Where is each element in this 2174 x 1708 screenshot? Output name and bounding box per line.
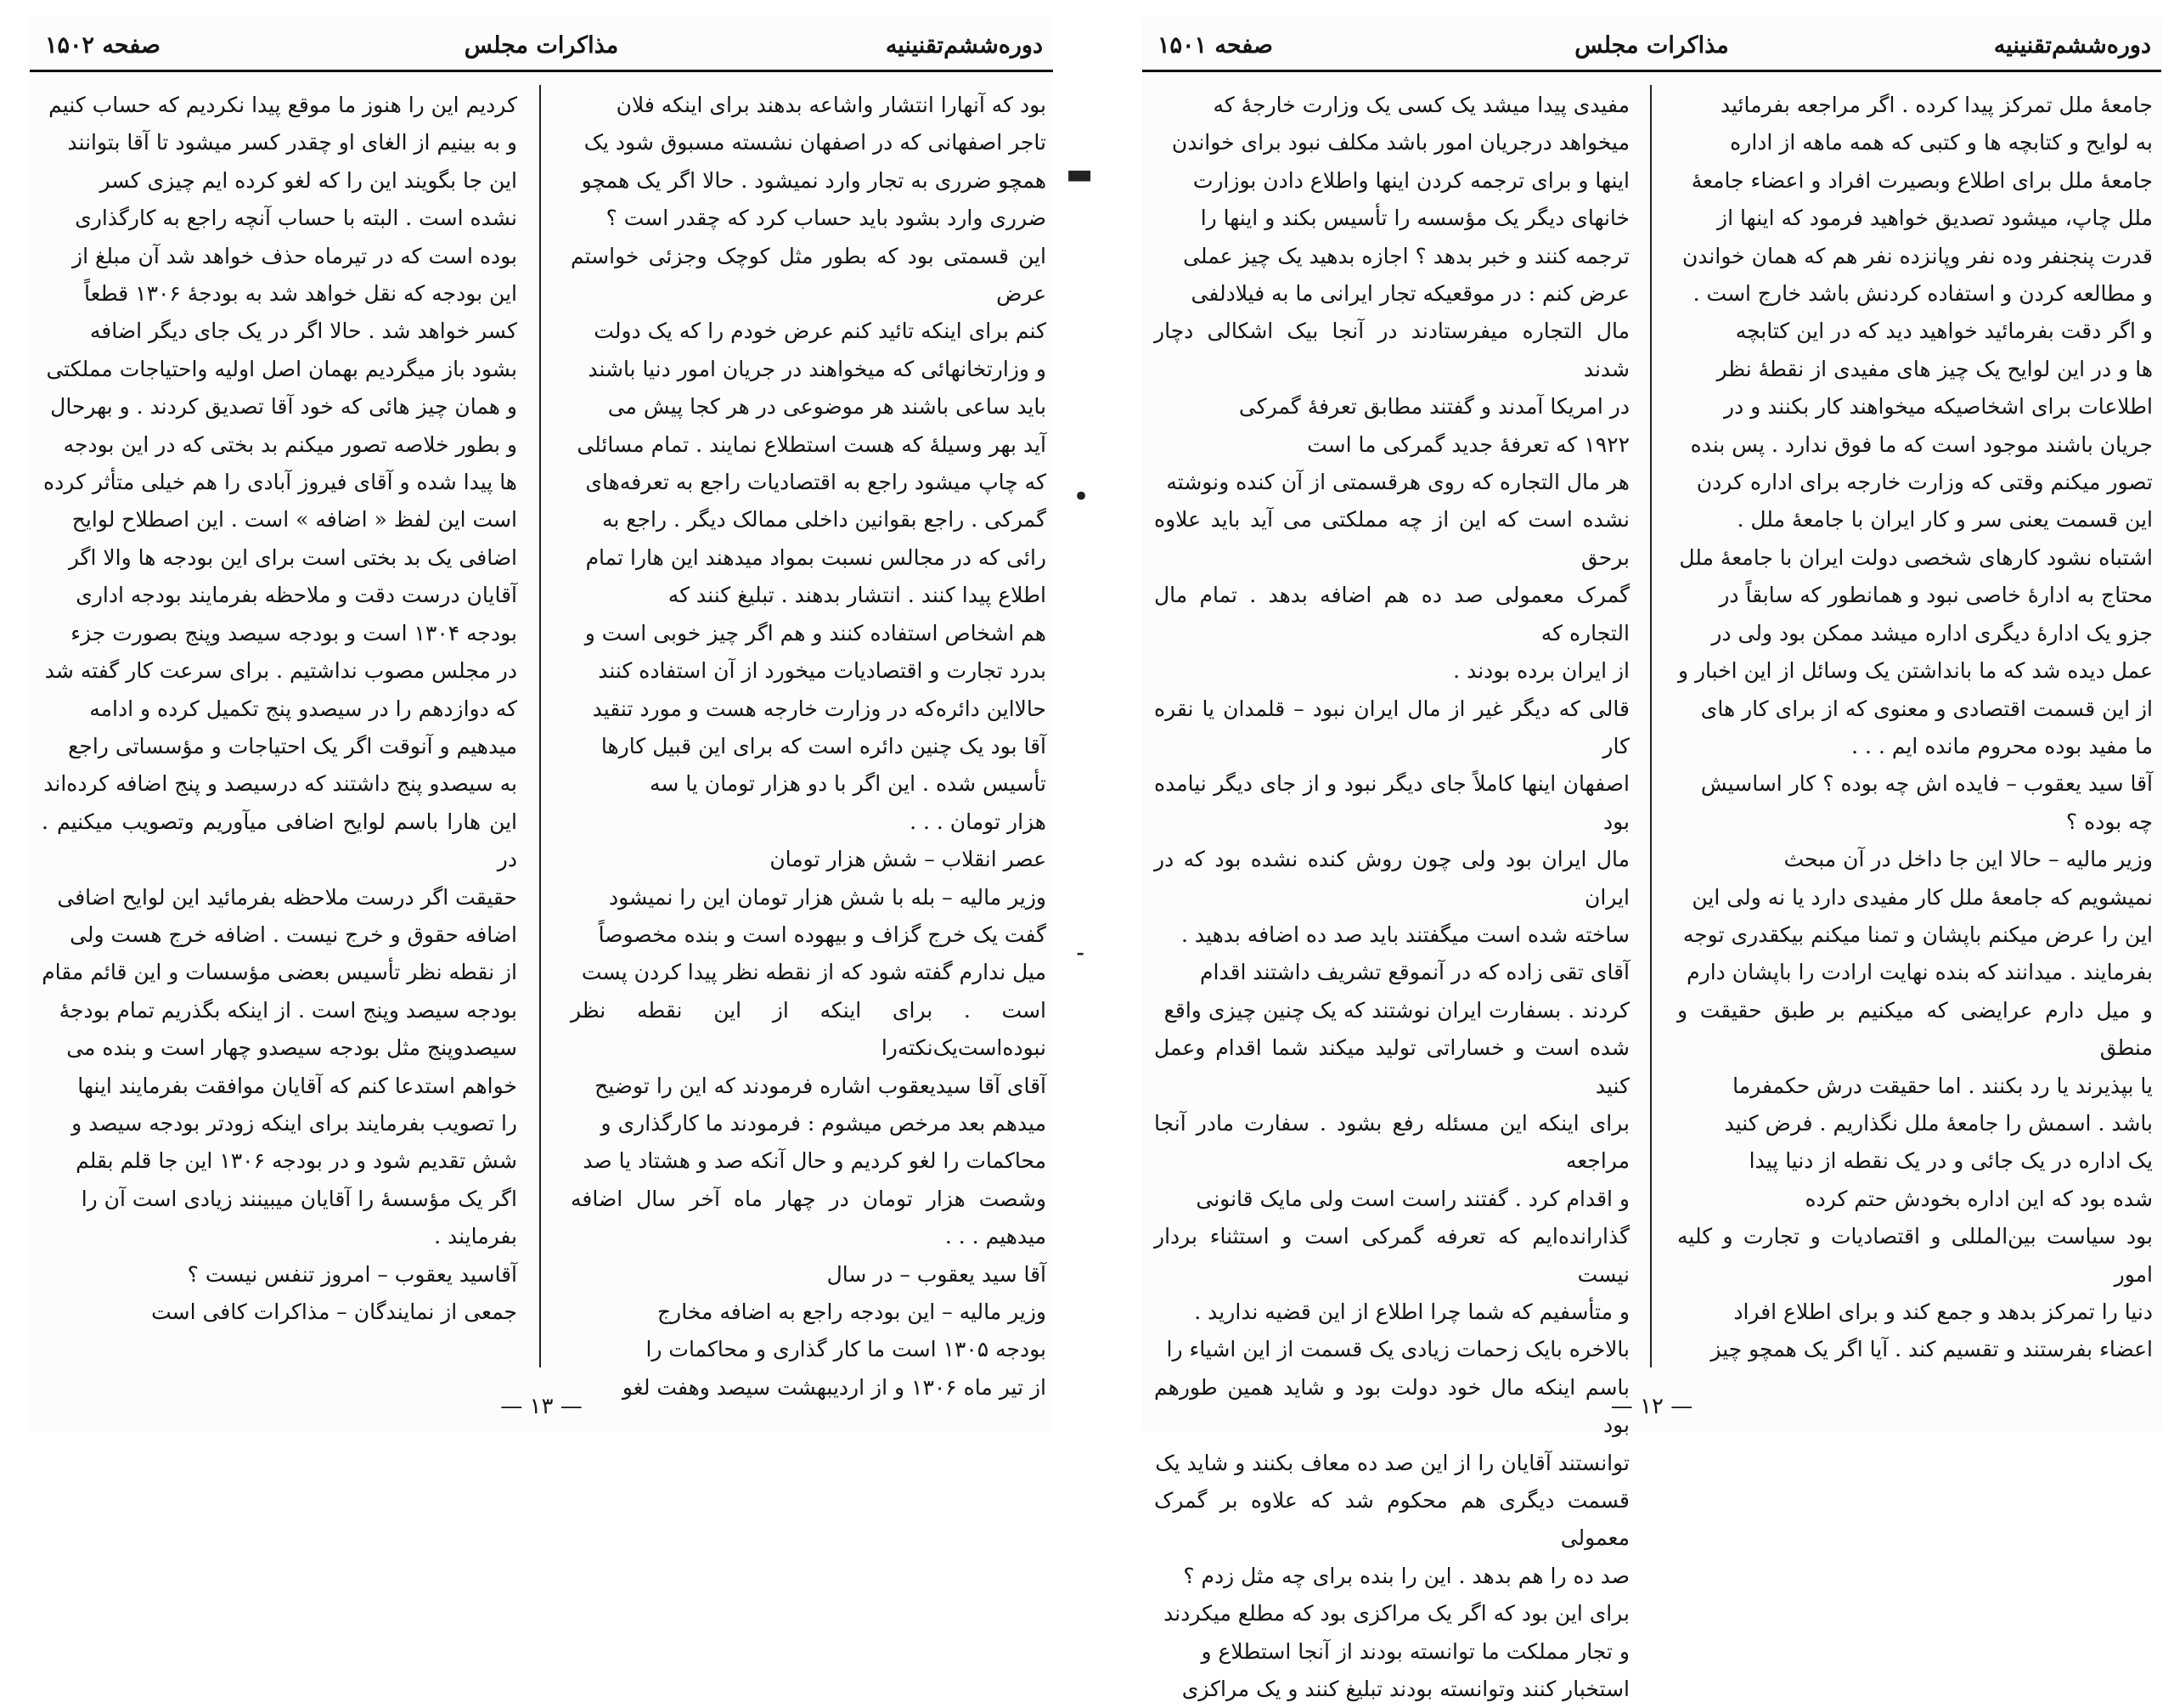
text-line: محاکمات را لغو کردیم و حال آنکه صد و هشتاد یا صد — [583, 1148, 1046, 1174]
text-line: کردیم این را هنوز ما موقع پیدا نکردیم که حساب کنیم — [48, 93, 517, 117]
text-line: آقای تقی زاده که در آنموقع تشریف داشتند اقدام — [1200, 960, 1630, 985]
text-line: وزیر مالیه – این بودجه راجع به اضافه مخارج — [657, 1299, 1046, 1324]
text-line: عصر انقلاب – شش هزار تومان — [769, 847, 1046, 872]
text-column-right — [1677, 87, 2153, 1361]
page-number-label: صفحه ۱۵۰۱ — [1157, 32, 1273, 59]
text-line: جامعهٔ ملل برای اطلاع وبصیرت افراد و اعضاء جامعهٔ — [1691, 167, 2153, 193]
text-line: نشده است . البته با حساب آنچه راجع به کارگذاری — [75, 206, 517, 231]
page-title: مذاکرات مجلس — [464, 32, 619, 59]
text-line: وزیر مالیه – حالا این جا داخل در آن مبحث — [1783, 847, 2153, 872]
text-line: ها و در این لوایح یک چیز های مفیدی از نقطهٔ نظر — [1716, 356, 2153, 381]
text-line: وشصت هزار تومان در چهار ماه آخر سال اضافه میدهیم . . . — [571, 1186, 1046, 1249]
text-line: قدرت پنجنفر وده نفر وپانزده نفر هم که همان خواندن — [1681, 243, 2153, 268]
text-line: هزار تومان . . . — [910, 809, 1046, 834]
text-line: بود سیاست بین‌المللی و اقتصادیات و تجارت و کلیه امور — [1677, 1224, 2153, 1287]
text-line: آید بهر وسیلهٔ که هست استطلاع نمایند . تمام مسائلی — [577, 431, 1046, 457]
text-line: باید ساعی باشند هر موضوعی در هر کجا پیش می — [607, 394, 1046, 420]
text-line: که چاپ میشود راجع به اقتصادیات راجع به تعرفه‌های — [585, 470, 1046, 495]
text-line: بودجه سیصد وپنج است . از اینکه بگذریم تمام بودجهٔ — [59, 997, 517, 1023]
text-line: اضافی یک بد بختی است برای این بودجه ها والا اگر — [68, 544, 517, 570]
text-line: و وزارتخانهائی که میخواهند در جریان امور دنیا باشند — [588, 356, 1046, 381]
text-line: میدهم بعد مرخص میشوم : فرمودند ما کارگذاری و — [600, 1110, 1046, 1136]
text-line: این هارا باسم لوایح اضافی میآوریم وتصویب میکنیم . در — [42, 809, 517, 872]
text-line: نمیشویم که جامعهٔ ملل کار مفیدی دارد یا نه ولی این — [1692, 884, 2153, 910]
text-line: بودجه ۱۳۰۴ است و بودجه سیصد وپنج بصورت جزء — [70, 620, 517, 645]
text-line: رائی که در مجالس نسبت بمواد میدهند این هارا تمام — [585, 544, 1046, 570]
header-rule — [1142, 70, 2161, 72]
text-line: اعضاء بفرستند و تقسیم کند . آیا اگر یک همچو چیز — [1710, 1337, 2153, 1362]
text-line: و بطور خلاصه تصور میکنم بد بختی که در این بودجه — [63, 431, 517, 457]
text-line: اگر یک مؤسسهٔ را آقایان میبینند زیادی است آن را — [81, 1186, 517, 1211]
column-divider — [539, 85, 541, 1367]
page-footer-number: — ۱۳ — — [500, 1394, 583, 1419]
text-line: خواهم استدعا کنم که آقایان موافقت بفرمایند اینها — [77, 1073, 517, 1098]
text-line: کسر خواهد شد . حالا اگر در یک جای دیگر اضافه — [89, 318, 517, 344]
text-line: محتاج به ادارهٔ خاصی نبود و همانطور که سابقاً در — [1719, 583, 2153, 608]
text-line: باسم اینکه مال خود دولت بود و شاید همین طورهم بود — [1154, 1374, 1630, 1438]
text-line: گمرکی . راجع بقوانین داخلی ممالک دیگر . راجع به — [601, 507, 1046, 533]
text-line: شده است و خساراتی تولید میکند شما اقدام وعمل کنید — [1154, 1035, 1630, 1098]
text-line: بدرد تجارت و اقتصادیات میخورد از آن استفاده کنند — [598, 658, 1046, 684]
text-line: بودجه ۱۳۰۵ است ما کار گذاری و محاکمات را — [645, 1337, 1046, 1362]
text-line: است . برای اینکه از این نقطه نظر نبوده‌است‌یک‌نکته‌را — [571, 997, 1046, 1061]
text-line: حقیقت اگر درست ملاحظه بفرمائید این لوایح اضافی — [57, 884, 517, 910]
text-line: همچو ضرری به تجار وارد نمیشود . حالا اگر یک همچو — [581, 167, 1046, 193]
text-line: بود که آنهارا انتشار واشاعه بدهند برای اینکه فلان — [616, 93, 1046, 117]
text-line: گفت یک خرج گزاف و بیهوده است و بنده مخصوصاً — [598, 922, 1046, 947]
text-line: توانستند آقایان را از این صد ده معاف بکنند و شاید یک — [1155, 1450, 1630, 1475]
page-footer-number: — ۱۲ — — [1610, 1394, 1693, 1419]
text-line: از نقطه نظر تأسیس بعضی مؤسسات و این قائم مقام — [42, 960, 517, 985]
page-title: مذاکرات مجلس — [1574, 32, 1729, 59]
text-line: جمعی از نمایندگان – مذاکرات کافی است — [151, 1299, 517, 1324]
text-line: یک اداره در یک جائی و در یک نقطه از دنیا پیدا — [1749, 1148, 2153, 1174]
text-line: اشتباه نشود کارهای شخصی دولت ایران با جامعهٔ ملل — [1679, 544, 2153, 570]
text-line: عمل دیده شد که ما بانداشتن یک وسائل از این اخبار و — [1677, 658, 2153, 684]
page-number-label: صفحه ۱۵۰۲ — [45, 32, 161, 59]
text-line: آقای آقا سیدیعقوب اشاره فرمودند که این را توضیح — [594, 1073, 1046, 1098]
text-line: آقاسید یعقوب – امروز تنفس نیست ؟ — [187, 1261, 517, 1287]
text-line: بشود باز میگردیم بهمان اصل اولیه واحتیاجات مملکتی — [46, 356, 517, 381]
text-line: اینها و برای ترجمه کردن اینها واطلاع دادن بوزارت — [1192, 167, 1630, 193]
left-page — [30, 17, 1053, 1431]
text-line: کردند . بسفارت ایران نوشتند که یک چنین چیزی واقع — [1163, 997, 1630, 1023]
text-line: این جا بگویند این را که لغو کرده ایم چیزی کسر — [99, 167, 517, 193]
text-line: آقا بود یک چنین دائره است که برای این قبیل کارها — [600, 733, 1046, 758]
text-line: ساخته شده است میگفتند باید صد ده اضافه بدهید . — [1181, 922, 1630, 947]
text-line: و میل دارم عرایضی که میکنیم بر طبق حقیقت و منطق — [1677, 997, 2153, 1061]
text-line: اصفهان اینها کاملاً جای دیگر نبود و از جای دیگر نیامده بود — [1154, 771, 1630, 834]
binding-mark-icon: • — [1073, 480, 1090, 514]
right-page — [1142, 17, 2161, 1702]
text-line: بفرمایند . — [434, 1224, 517, 1249]
text-line: و متأسفیم که شما چرا اطلاع از این قضیه ندارید . — [1194, 1299, 1630, 1324]
text-line: اضافه حقوق و خرج نیست . اضافه خرج هست ولی — [70, 922, 517, 947]
text-line: ترجمه کنند و خبر بدهد ؟ اجازه بدهید یک چیز عملی — [1183, 243, 1630, 268]
text-line: تاجر اصفهانی که در اصفهان نشسته مسبوق شود یک — [583, 130, 1046, 155]
text-line: حالااین دائره‌که در وزارت خارجه هست و مورد تنقید — [592, 696, 1046, 721]
text-line: استخبار کنند وتوانسته بودند تبلیغ کنند و یک مراکزی — [1181, 1677, 1630, 1702]
page-header — [30, 29, 1053, 66]
text-line: مال التجاره میفرستادند در آنجا بیک اشکالی دچار شدند — [1154, 318, 1630, 381]
text-line: این قسمت یعنی سر و کار ایران با جامعهٔ ملل . — [1737, 507, 2153, 533]
text-line: قسمت دیگری هم محکوم شد که علاوه بر گمرک معمولی — [1154, 1488, 1630, 1551]
text-line: اطلاع پیدا کنند . انتشار بدهند . تبلیغ کنند که — [667, 583, 1046, 608]
text-line: آقا سید یعقوب – فایده اش چه بوده ؟ کار اساسیش — [1700, 771, 2153, 797]
text-line: هر مال التجاره که روی هرقسمتی از آن کنده ونوشته — [1166, 470, 1630, 495]
text-line: به سیصدو پنج داشتند که درسیصد و پنج اضافه کرده‌اند — [43, 771, 517, 797]
text-line: وزیر مالیه – بله با شش هزار تومان این را نمیشود — [609, 884, 1046, 910]
text-line: و تجار مملکت ما توانسته بودند از آنجا استطلاع و — [1201, 1638, 1630, 1664]
text-line: آقا سید یعقوب – در سال — [826, 1261, 1046, 1287]
text-line: برای اینکه این مسئله رفع بشود . سفارت مادر آنجا مراجعه — [1154, 1110, 1630, 1174]
text-line: یا بپذیرند یا رد بکنند . اما حقیقت درش حکمفرما — [1732, 1073, 2153, 1098]
text-line: میدهیم و آنوقت اگر یک احتیاجات و مؤسساتی راجع — [68, 733, 517, 758]
text-line: جزو یک ادارهٔ دیگری اداره میشد ممکن بود ولی در — [1711, 620, 2153, 645]
text-line: تصور میکنم وقتی که وزارت خارجه برای اداره کردن — [1696, 470, 2153, 495]
text-column-left — [42, 87, 517, 1361]
text-line: را تصویب بفرمایند برای اینکه زودتر بودجه سیصد و — [71, 1110, 517, 1136]
text-line: آقایان درست دقت و ملاحظه بفرمایند بودجه اداری — [76, 583, 517, 608]
text-column-left — [1154, 87, 1630, 1702]
text-line: و همان چیز هائی که خود آقا تصدیق کردند . و بهرحال — [50, 394, 517, 420]
text-line: شده بود که این اداره بخودش حتم کرده — [1805, 1186, 2153, 1211]
text-line: دنیا را تمرکز بدهد و جمع کند و برای اطلاع افراد — [1733, 1299, 2153, 1324]
text-line: و اقدام کرد . گفتند راست است ولی مایک قانونی — [1196, 1186, 1630, 1211]
text-line: است این لفظ « اضافه » است . این اصطلاح لوایح — [71, 507, 517, 533]
text-line: بفرمایند . میدانند که بنده نهایت ارادت را باپشان دارم — [1687, 960, 2153, 985]
text-line: صد ده را هم بدهد . این را بنده برای چه مثل زدم ؟ — [1183, 1563, 1630, 1588]
text-line: خانهای دیگر یک مؤسسه را تأسیس بکند و اینها را — [1200, 206, 1630, 231]
text-line: و اگر دقت بفرمائید خواهید دید که در این کتابچه — [1735, 318, 2153, 344]
page-header — [1142, 29, 2161, 66]
text-line: مفیدی پیدا میشد یک کسی یک وزارت خارجهٔ که — [1213, 93, 1630, 117]
text-line: و مطالعه کردن و استفاده کردنش باشد خارج است . — [1692, 281, 2153, 307]
text-line: ۱۹۲۲ که تعرفهٔ جدید گمرکی ما است — [1307, 431, 1630, 457]
text-line: هم اشخاص استفاده کنند و هم اگر چیز خوبی است و — [584, 620, 1046, 645]
text-line: مال ایران بود ولی چون روش کنده نشده بود که در ایران — [1154, 847, 1630, 910]
text-line: میخواهد درجریان امور باشد مکلف نبود برای خواندن — [1171, 130, 1630, 155]
session-label: دوره‌ششم‌تقنینیه — [1993, 32, 2151, 59]
text-line: برای این بود که اگر یک مراکزی بود که مطلع میکردند — [1163, 1601, 1630, 1626]
text-line: میل ندارم گفته شود که از نقطه نظر پیدا کردن پست — [581, 960, 1046, 985]
text-line: گذارانده‌ایم که تعرفه گمرکی است و استثناء بردار نیست — [1154, 1224, 1630, 1287]
text-line: باشد . اسمش را جامعهٔ ملل نگذاریم . فرض کنید — [1724, 1110, 2153, 1136]
text-line: تأسیس شده . این اگر با دو هزار تومان یا سه — [649, 771, 1046, 797]
text-line: نشده است که این از چه مملکتی می آید باید علاوه برحق — [1154, 507, 1630, 570]
text-line: از ایران برده بودند . — [1453, 658, 1630, 684]
text-line: از این قسمت اقتصادی و معنوی که از برای کار های — [1700, 696, 2153, 721]
text-line: عرض کنم : در موقعیکه تجار ایرانی ما به فیلادلفی — [1191, 281, 1630, 307]
binding-mark-icon: ▬ — [1066, 157, 1094, 191]
text-line: جریان باشند موجود است که ما فوق ندارد . پس بنده — [1690, 431, 2153, 457]
text-line: جامعهٔ ملل تمرکز پیدا کرده . اگر مراجعه بفرمائید — [1720, 93, 2153, 117]
text-line: این بودجه که نقل خواهد شد به بودجهٔ ۱۳۰۶ قطعاً — [84, 281, 517, 307]
text-line: بالاخره بایک زحمات زیادی یک قسمت از این اشیاء را — [1166, 1337, 1630, 1362]
text-line: ها پیدا شده و آقای فیروز آبادی را هم خیلی متأثر کرده — [43, 470, 517, 495]
text-line: کنم برای اینکه تائید کنم عرض خودم را که یک دولت — [594, 318, 1046, 344]
text-line: از تیر ماه ۱۳۰۶ و از اردیبهشت سیصد وهفت لغو — [622, 1374, 1046, 1400]
text-line: گمرک معمولی صد ده هم اضافه بدهد . تمام مال التجاره که — [1154, 583, 1630, 645]
text-line: و به بینیم از الغای او چقدر کسر میشود تا آقا بتوانند — [67, 130, 517, 155]
binding-mark-icon: ⁃ — [1075, 943, 1085, 967]
text-column-right — [571, 87, 1046, 1400]
text-line: ما مفید بوده محروم مانده ایم . . . — [1851, 733, 2153, 758]
text-line: قالی که دیگر غیر از مال ایران نبود – قلمدان یا نقره کار — [1154, 696, 1630, 758]
text-line: بوده است که در تیرماه حذف خواهد شد آن مبلغ از — [72, 243, 517, 268]
text-line: اطلاعات برای اشخاصیکه میخواهند کار بکنند و در — [1724, 394, 2153, 420]
text-line: در امریکا آمدند و گفتند مطابق تعرفهٔ گمرکی — [1238, 394, 1630, 420]
text-line: این را عرض میکنم باپشان و تمنا میکنم بیکقدری توجه — [1682, 922, 2153, 947]
text-line: در مجلس مصوب نداشتیم . برای سرعت کار گفته شد — [44, 658, 517, 684]
text-line: شش تقدیم شود و در بودجه ۱۳۰۶ این جا قلم بقلم — [76, 1148, 517, 1174]
column-divider — [1650, 85, 1652, 1367]
text-line: این قسمتی بود که بطور مثل کوچک وجزئی خواستم عرض — [571, 243, 1046, 307]
text-line: ضرری وارد بشود باید حساب کرد که چقدر است ؟ — [605, 206, 1046, 231]
session-label: دوره‌ششم‌تقنینیه — [885, 32, 1043, 59]
text-line: چه بوده ؟ — [2065, 809, 2153, 834]
text-line: که دوازدهم را در سیصدو پنج تکمیل کرده و ادامه — [89, 696, 517, 721]
text-line: سیصدوپنج مثل بودجه سیصدو چهار است و بنده می — [66, 1035, 517, 1061]
text-line: ملل چاپ، میشود تصدیق خواهید فرمود که اینها از — [1717, 206, 2153, 231]
text-line: به لوایح و کتابچه ها و کتبی که همه ماهه از اداره — [1730, 130, 2153, 155]
header-rule — [30, 70, 1053, 72]
